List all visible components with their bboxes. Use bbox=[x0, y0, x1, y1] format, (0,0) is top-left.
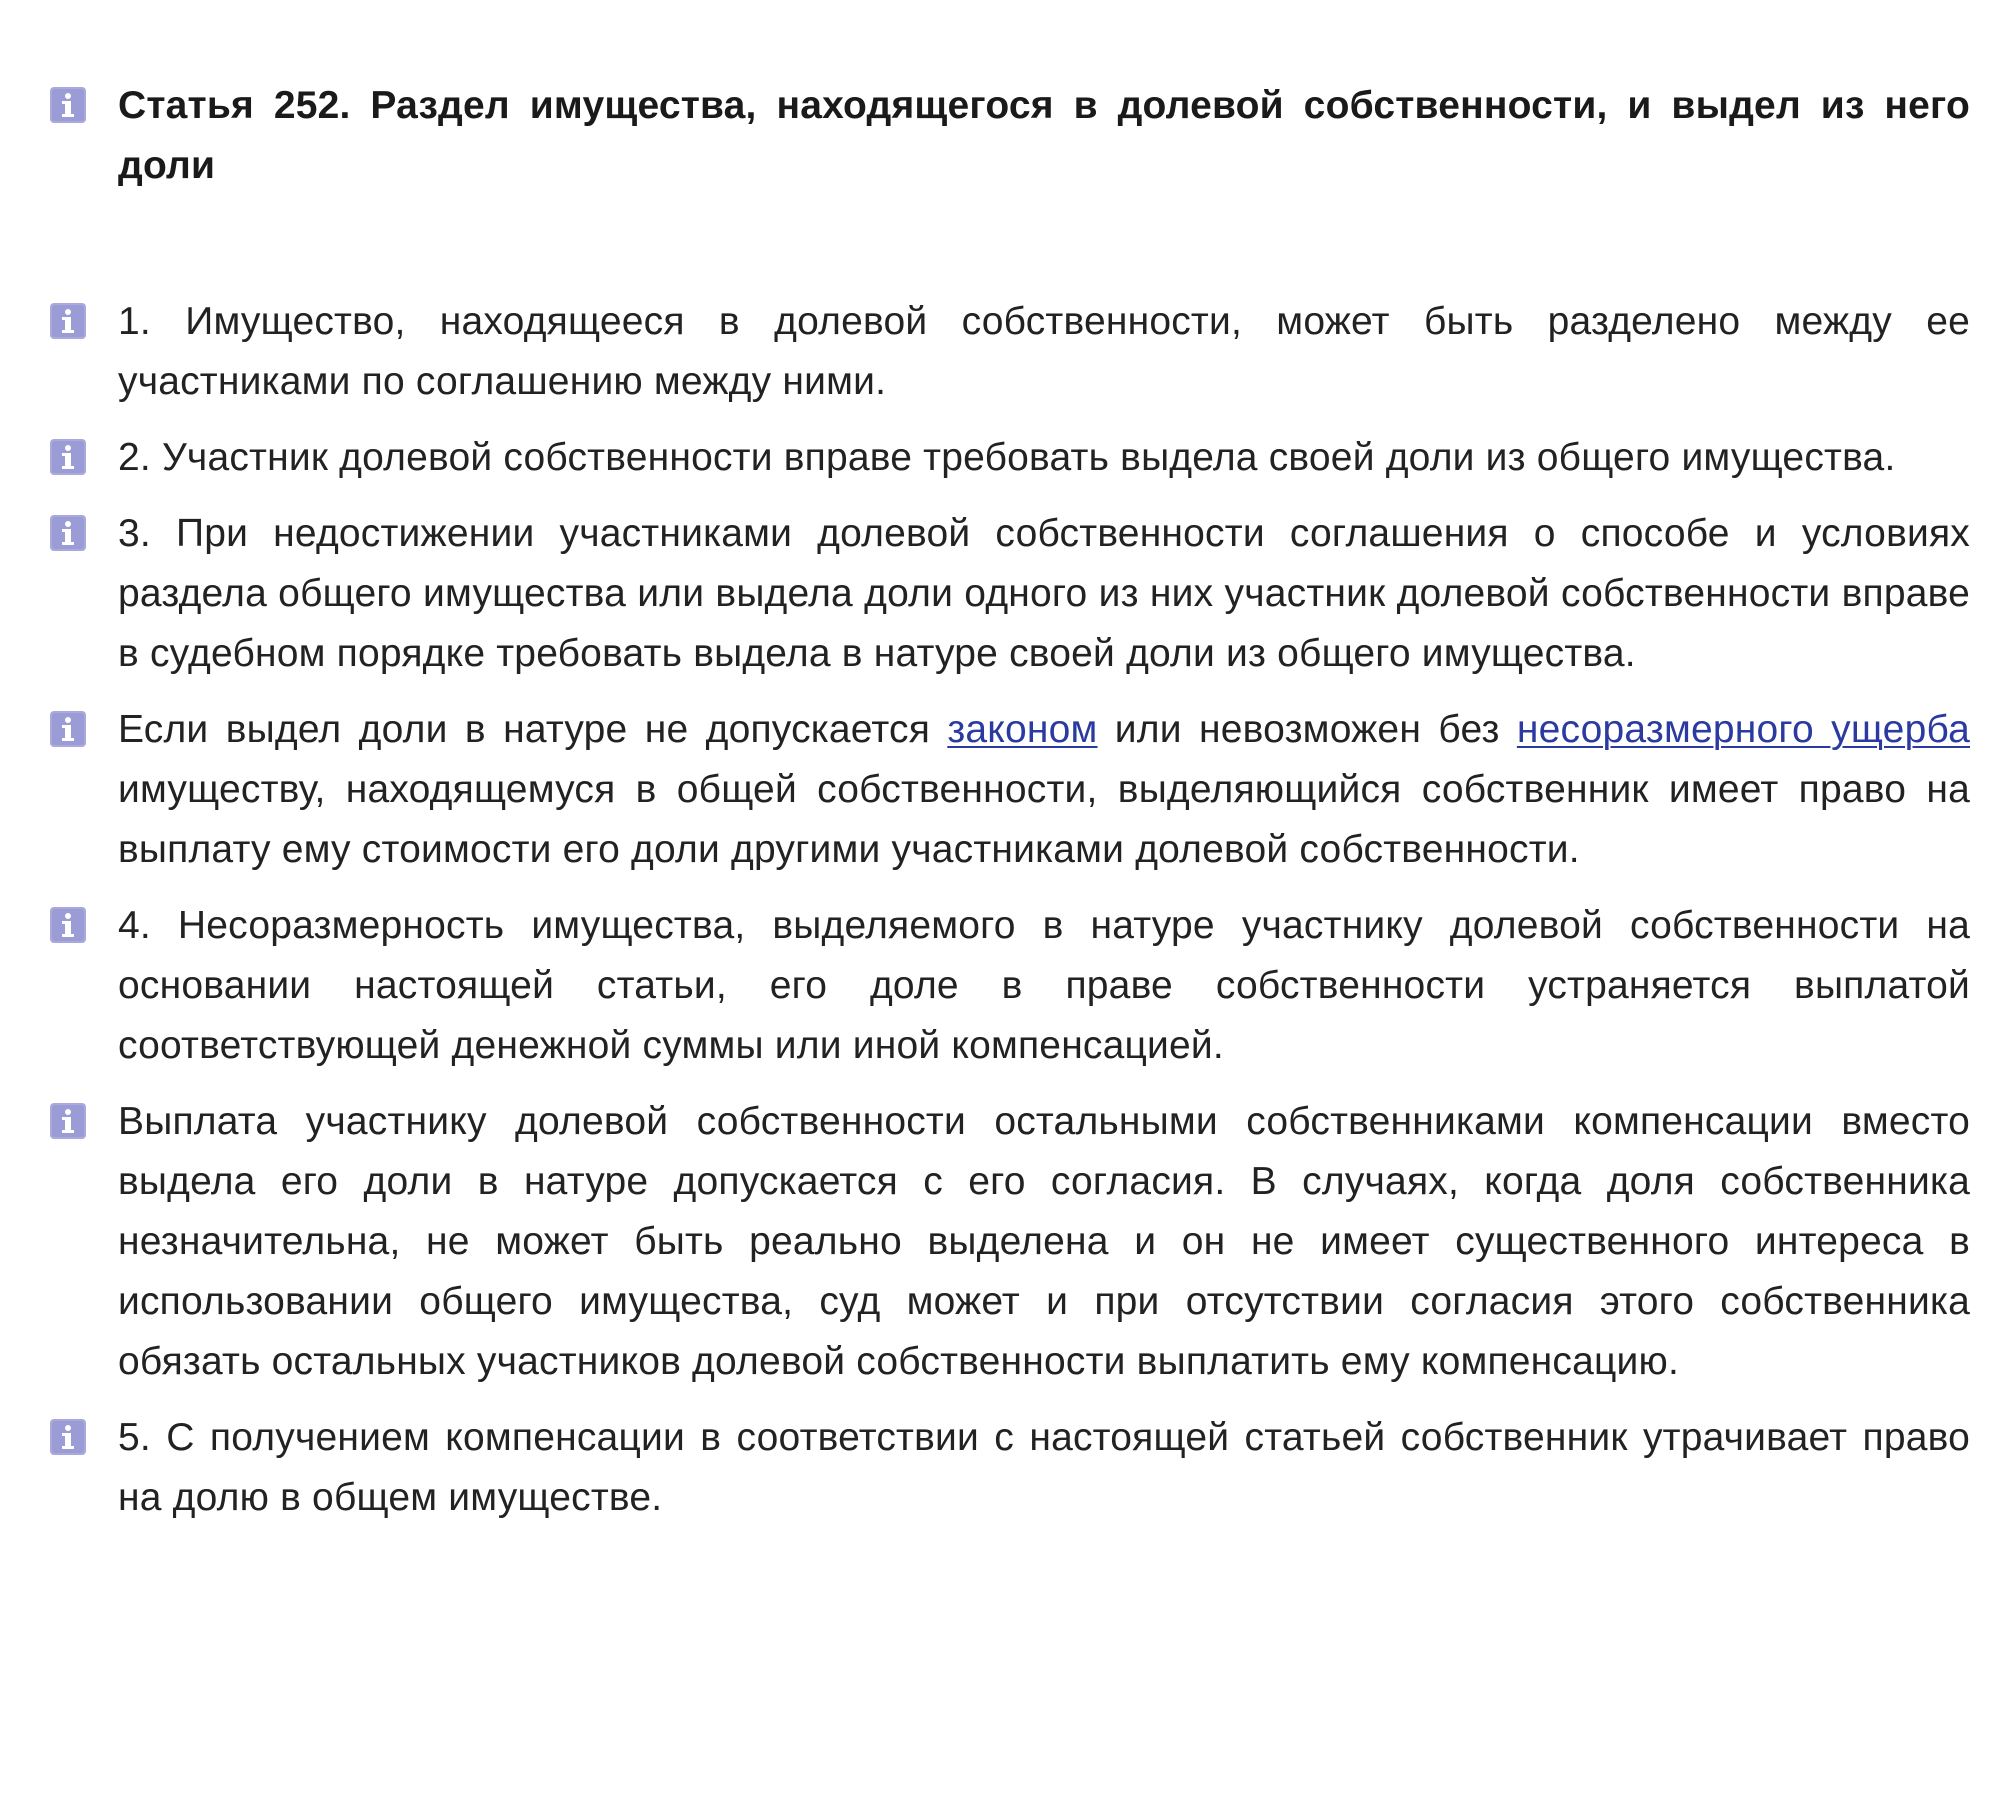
paragraph-4 bbox=[118, 700, 1970, 880]
paragraph-4-text-1: Если выдел доли в натуре не допускается bbox=[118, 708, 948, 751]
paragraph-4-text-2: или невозможен без bbox=[1097, 708, 1517, 751]
paragraph-row-3 bbox=[50, 504, 1970, 684]
paragraph-row-5 bbox=[50, 896, 1970, 1076]
info-icon[interactable] bbox=[50, 907, 86, 943]
paragraph-5: 4. Несоразмерность имущества, выделяемого в натуре участнику долевой собственности на основании настоящей статьи, его доле в праве собственности устраняется выплатой соответствующей денежной суммы или иной компенсацией. bbox=[118, 904, 1970, 1067]
paragraph-6: Выплата участнику долевой собственности остальными собственниками компенсации вместо выдела его доли в натуре допускается с его согласия. В случаях, когда доля собственника незначительна, не может быть реально выделена и он не имеет существенного интереса в использовании общего имущества, суд может и при отсутствии согласия этого собственника обязать остальных участников долевой собственности выплатить ему компенсацию. bbox=[118, 1100, 1970, 1383]
paragraph-row-1 bbox=[50, 292, 1970, 412]
paragraph-1: 1. Имущество, находящееся в долевой собственности, может быть разделено между ее участниками по соглашению между ними. bbox=[118, 300, 1970, 403]
link-nesorazmernogo-ushcherba[interactable]: несоразмерного ущерба bbox=[1516, 708, 1970, 751]
paragraph-2: 2. Участник долевой собственности вправе требовать выдела своей доли из общего имущества. bbox=[118, 436, 1896, 479]
paragraph-4-text-3: имуществу, находящемуся в общей собственности, выделяющийся собственник имеет право на выплату ему стоимости его доли другими участниками долевой собственности. bbox=[118, 768, 1970, 871]
info-icon[interactable] bbox=[50, 303, 86, 339]
info-icon[interactable] bbox=[50, 439, 86, 475]
paragraph-row-2 bbox=[50, 428, 1970, 488]
paragraph-row-6 bbox=[50, 1092, 1970, 1392]
paragraph-3: 3. При недостижении участниками долевой собственности соглашения о способе и условиях раздела общего имущества или выдела доли одного из них участник долевой собственности вправе в судебном порядке требовать выдела в натуре своей доли из общего имущества. bbox=[118, 512, 1970, 675]
info-icon[interactable] bbox=[50, 1419, 86, 1455]
article bbox=[50, 76, 1970, 1544]
info-icon[interactable] bbox=[50, 515, 86, 551]
paragraph-row-4 bbox=[50, 700, 1970, 880]
link-zakonom[interactable]: законом bbox=[947, 708, 1098, 751]
info-icon[interactable] bbox=[50, 1103, 86, 1139]
paragraph-7: 5. С получением компенсации в соответствии с настоящей статьей собственник утрачивает право на долю в общем имуществе. bbox=[118, 1416, 1970, 1519]
info-icon[interactable] bbox=[50, 711, 86, 747]
article-title: Статья 252. Раздел имущества, находящегося в долевой собственности, и выдел из него доли bbox=[118, 84, 1970, 187]
paragraph-row-7 bbox=[50, 1408, 1970, 1528]
article-title-row bbox=[50, 76, 1970, 196]
info-icon[interactable] bbox=[50, 87, 86, 123]
